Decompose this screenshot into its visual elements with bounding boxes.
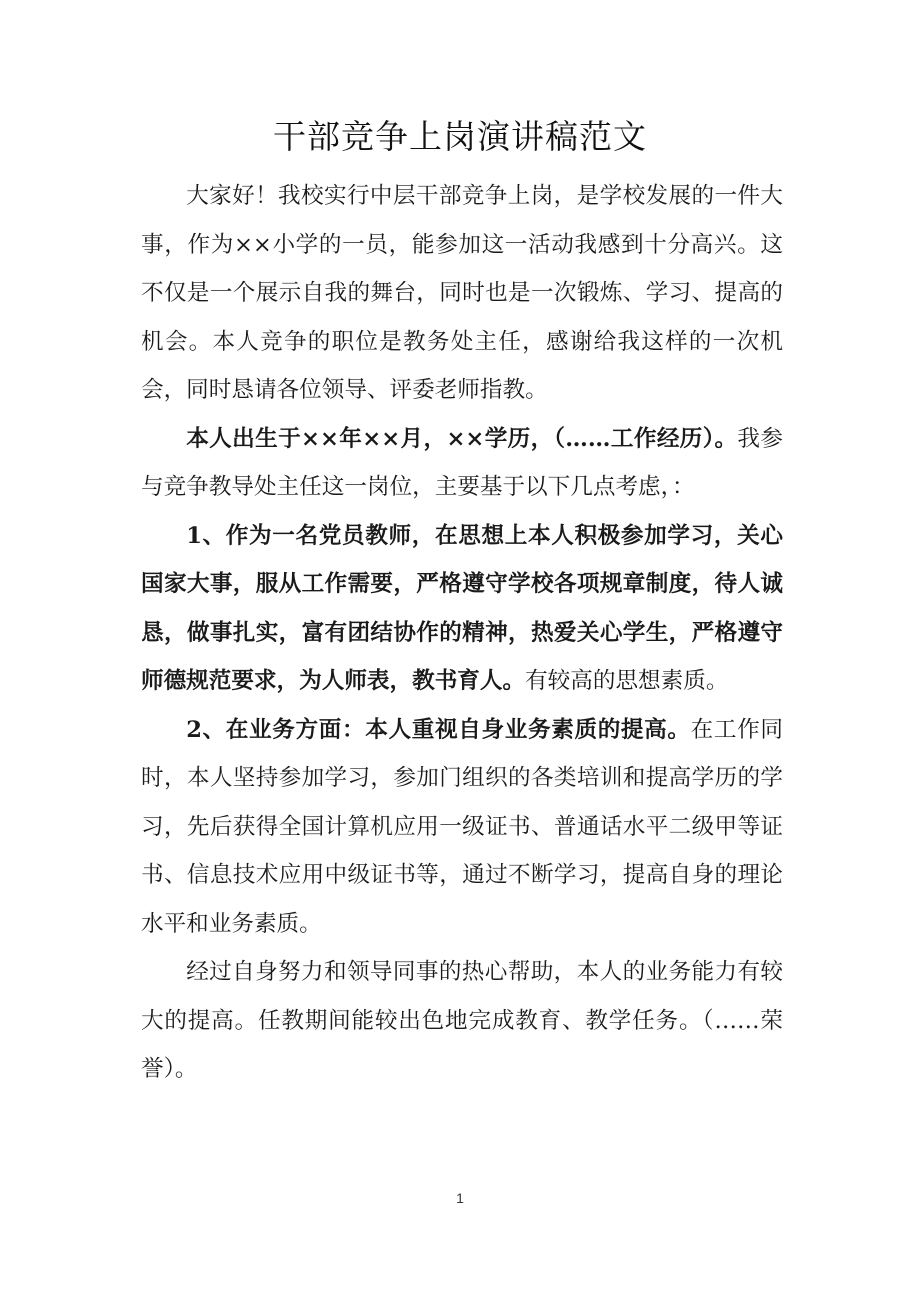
paragraph-text: 大家好！我校实行中层干部竞争上岗，是学校发展的一件大事，作为××小学的一员，能参加这一活动我感到十分高兴。这不仅是一个展示自我的舞台，同时也是一次锻炼、学习、提高的机会。本人竞争的职位是教务处主任，感谢给我这样的一次机会，同时恳请各位领导、评委老师指教。: [141, 183, 783, 403]
paragraph-background: [141, 415, 783, 512]
paragraph-bold-text: 本人出生于××年××月，××学历，（……工作经历）。: [186, 425, 738, 452]
paragraph-point-2: [141, 706, 783, 949]
paragraph-bold-text: 1、作为一名党员教师，在思想上本人积极参加学习，关心国家大事，服从工作需要，严格遵守学校各项规章制度，待人诚恳，做事扎实，富有团结协作的精神，热爱关心学生，严格遵守师德规范要求，为人师表，教书育人。: [141, 522, 783, 694]
paragraph-greeting: [141, 172, 783, 415]
paragraph-text: 有较高的思想素质。: [525, 668, 729, 694]
paragraph-text: 我参与竞争教导处主任这一岗位，主要基于以下几点考虑，：: [141, 425, 783, 500]
paragraph-bold-text: 2、在业务方面：本人重视自身业务素质的提高。: [186, 716, 691, 743]
paragraph-point-1: [141, 512, 783, 706]
paragraph-text: 在工作同时，本人坚持参加学习，参加门组织的各类培训和提高学历的学习，先后获得全国计算机应用一级证书、普通话水平二级甲等证书、信息技术应用中级证书等，通过不断学习，提高自身的理论水平和业务素质。: [141, 716, 783, 937]
document-title: 干部竞争上岗演讲稿范文: [273, 117, 647, 156]
document-body: [141, 172, 783, 1094]
paragraph-text: 经过自身努力和领导同事的热心帮助，本人的业务能力有较大的提高。任教期间能较出色地完成教育、教学任务。（……荣誉）。: [141, 959, 783, 1082]
page-number: 1: [456, 1190, 464, 1206]
paragraph-achievements: [141, 948, 783, 1094]
